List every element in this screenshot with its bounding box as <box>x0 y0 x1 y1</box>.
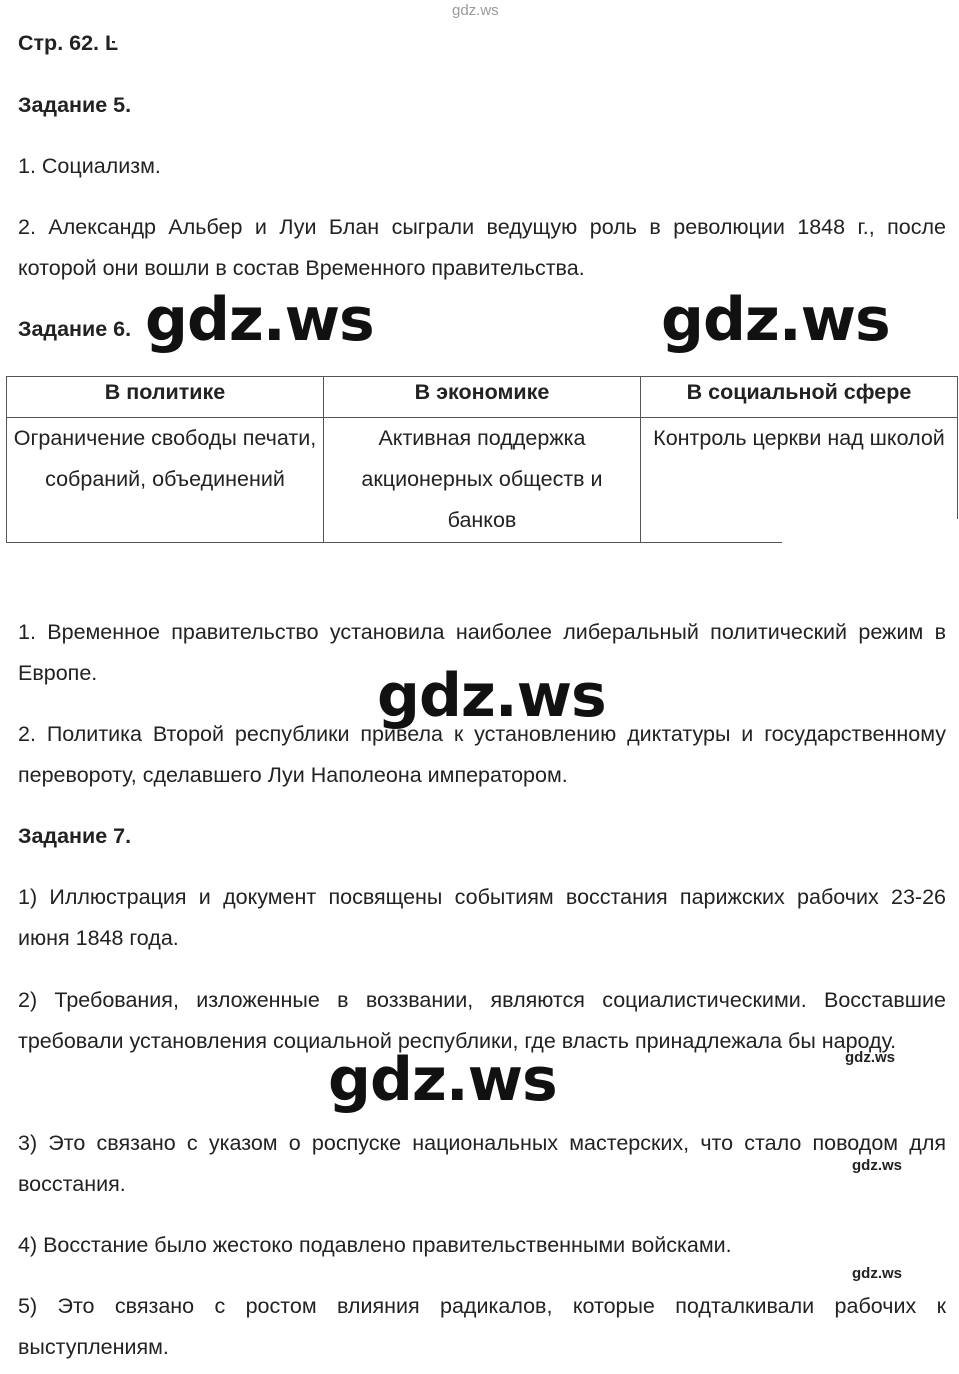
table-cell-politics: Ограничение свободы печати, собраний, объединений <box>7 418 324 543</box>
watermark-large-1: gdz.ws <box>145 285 374 355</box>
table-header-politics: В политике <box>7 377 324 418</box>
task6-item-1: 1. Временное правительство установила наиболее либеральный политический режим в Европе. <box>18 620 946 685</box>
task7-item-1: 1) Иллюстрация и документ посвящены событиям восстания парижских рабочих 23-26 июня 1848 года. <box>18 885 946 950</box>
table-edge-mask <box>782 519 959 549</box>
table-cell-economy: Активная поддержка акционерных обществ и банков <box>324 418 641 543</box>
watermark-small-2: gdz.ws <box>852 1157 903 1174</box>
watermark-large-2: gdz.ws <box>661 285 890 355</box>
watermark-small-1: gdz.ws <box>845 1049 896 1066</box>
table-header-social: В социальной сфере <box>641 377 958 418</box>
watermark-top: gdz.ws <box>452 2 499 19</box>
task5-item-1: 1. Социализм. <box>18 154 161 178</box>
watermark-large-3: gdz.ws <box>377 661 606 731</box>
task7-title: Задание 7. <box>18 824 132 848</box>
watermark-large-4: gdz.ws <box>328 1045 557 1115</box>
task7-item-2: 2) Требования, изложенные в воззвании, являются социалистическими. Восставшие требовали установления социальной республики, где власть принадлежала бы народу. <box>18 988 946 1053</box>
table-cell-social: Контроль церкви над школой <box>641 418 958 543</box>
task5-title: Задание 5. <box>18 93 132 117</box>
task6-item-2: 2. Политика Второй республики привела к установлению диктатуры и государственному перевороту, сделавшего Луи Наполеона императором. <box>18 722 946 787</box>
task7-item-3: 3) Это связано с указом о роспуске национальных мастерских, что стало поводом для восстания. <box>18 1131 946 1196</box>
task6-table <box>6 376 958 543</box>
task6-title: Задание 6. <box>18 317 132 341</box>
watermark-small-3: gdz.ws <box>852 1265 903 1282</box>
task7-item-4: 4) Восстание было жестоко подавлено правительственными войсками. <box>18 1233 732 1257</box>
page-reference: Стр. 62. Ŀ <box>18 31 119 55</box>
table-header-row <box>7 377 958 418</box>
table-header-economy: В экономике <box>324 377 641 418</box>
task7-item-5: 5) Это связано с ростом влияния радикалов, которые подталкивали рабочих к выступлениям. <box>18 1294 946 1359</box>
task5-item-2: 2. Александр Альбер и Луи Блан сыграли ведущую роль в революции 1848 г., после которой они вошли в состав Временного правительства. <box>18 215 946 280</box>
